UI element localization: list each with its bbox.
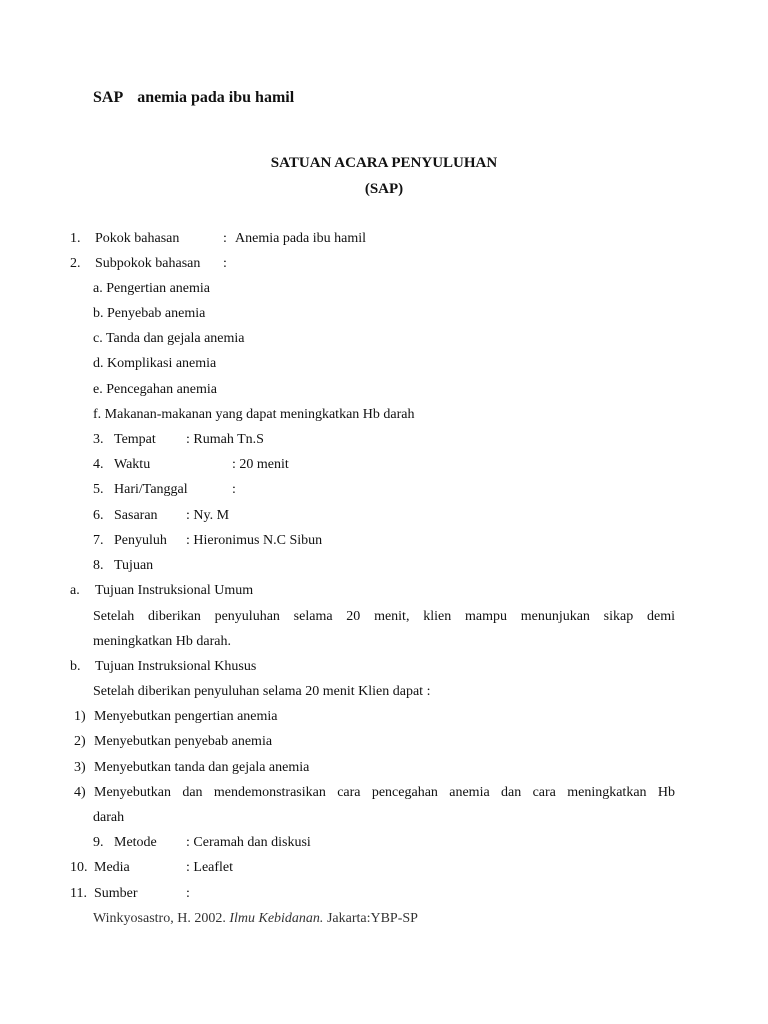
item-pokok-value: Anemia pada ibu hamil <box>235 231 367 246</box>
item-media-value: : Leaflet <box>186 860 234 875</box>
item-pokok-separator: : <box>223 231 227 246</box>
item-penyuluh-label: Penyuluh <box>114 533 167 548</box>
item-sumber-value: : <box>186 886 190 901</box>
tik-list-number: 4) <box>74 785 86 800</box>
item-penyuluh-number: 7. <box>93 533 104 548</box>
item-metode-value: : Ceramah dan diskusi <box>186 835 311 850</box>
tik-list-text: Menyebutkan penyebab anemia <box>94 734 273 749</box>
sub-list-item: d. Komplikasi anemia <box>93 356 217 371</box>
item-media-number: 10. <box>70 860 88 875</box>
item-hari-number: 5. <box>93 482 104 497</box>
tiu-text-line2: meningkatkan Hb darah. <box>93 634 232 649</box>
item-tujuan-label: Tujuan <box>114 558 154 573</box>
sub-list-item: c. Tanda dan gejala anemia <box>93 331 245 346</box>
tik-title: Tujuan Instruksional Khusus <box>95 659 257 674</box>
tik-intro: Setelah diberikan penyuluhan selama 20 menit Klien dapat : <box>93 684 431 699</box>
item-penyuluh-value: : Hieronimus N.C Sibun <box>186 533 323 548</box>
item-hari-value: : <box>232 482 236 497</box>
header-prefix: SAP <box>93 89 124 106</box>
item-hari-label: Hari/Tanggal <box>114 482 188 497</box>
item-tempat-label: Tempat <box>114 432 156 447</box>
sub-list-item: b. Penyebab anemia <box>93 306 206 321</box>
sub-list-item: a. Pengertian anemia <box>93 281 211 296</box>
tik-list-continuation: darah <box>93 810 125 825</box>
item-pokok-label: Pokok bahasan <box>95 231 180 246</box>
tik-letter: b. <box>70 659 81 674</box>
tik-list-text: Menyebutkan dan mendemonstrasikan cara pencegahan anemia dan cara meningkatkan Hb <box>94 785 675 800</box>
item-sasaran-label: Sasaran <box>114 508 158 523</box>
sub-list-item: f. Makanan-makanan yang dapat meningkatkan Hb darah <box>93 407 415 422</box>
item-tujuan-number: 8. <box>93 558 104 573</box>
header-title: anemia pada ibu hamil <box>137 89 295 106</box>
item-sasaran-number: 6. <box>93 508 104 523</box>
tik-list-number: 2) <box>74 734 86 749</box>
item-subpokok-label: Subpokok bahasan <box>95 256 201 271</box>
sub-list-item: e. Pencegahan anemia <box>93 382 217 397</box>
tiu-text-line1: Setelah diberikan penyuluhan selama 20 menit, klien mampu menunjukan sikap demi <box>93 609 675 624</box>
doc-title-line2: (SAP) <box>364 181 404 197</box>
tik-list-text: Menyebutkan pengertian anemia <box>94 709 278 724</box>
tiu-title: Tujuan Instruksional Umum <box>95 583 254 598</box>
reference-book: Ilmu Kebidanan. <box>229 911 324 926</box>
item-subpokok-number: 2. <box>70 256 81 271</box>
item-sumber-label: Sumber <box>94 886 138 901</box>
tiu-letter: a. <box>70 583 80 598</box>
tik-list-number: 1) <box>74 709 86 724</box>
item-waktu-value: : 20 menit <box>232 457 289 472</box>
tik-list-text: Menyebutkan tanda dan gejala anemia <box>94 760 310 775</box>
item-sasaran-value: : Ny. M <box>186 508 230 523</box>
tik-list-number: 3) <box>74 760 86 775</box>
reference-author: Winkyosastro, H. 2002. <box>93 911 226 926</box>
item-pokok-number: 1. <box>70 231 81 246</box>
item-metode-number: 9. <box>93 835 104 850</box>
item-subpokok-separator: : <box>223 256 227 271</box>
doc-title-line1: SATUAN ACARA PENYULUHAN <box>270 155 498 171</box>
reference-publisher: Jakarta:YBP-SP <box>326 911 418 926</box>
item-sumber-number: 11. <box>70 886 87 901</box>
reference-line <box>93 910 418 928</box>
item-waktu-label: Waktu <box>114 457 151 472</box>
item-metode-label: Metode <box>114 835 157 850</box>
document-header <box>93 89 294 107</box>
item-tempat-value: : Rumah Tn.S <box>186 432 264 447</box>
item-media-label: Media <box>94 860 130 875</box>
item-tempat-number: 3. <box>93 432 104 447</box>
item-waktu-number: 4. <box>93 457 104 472</box>
